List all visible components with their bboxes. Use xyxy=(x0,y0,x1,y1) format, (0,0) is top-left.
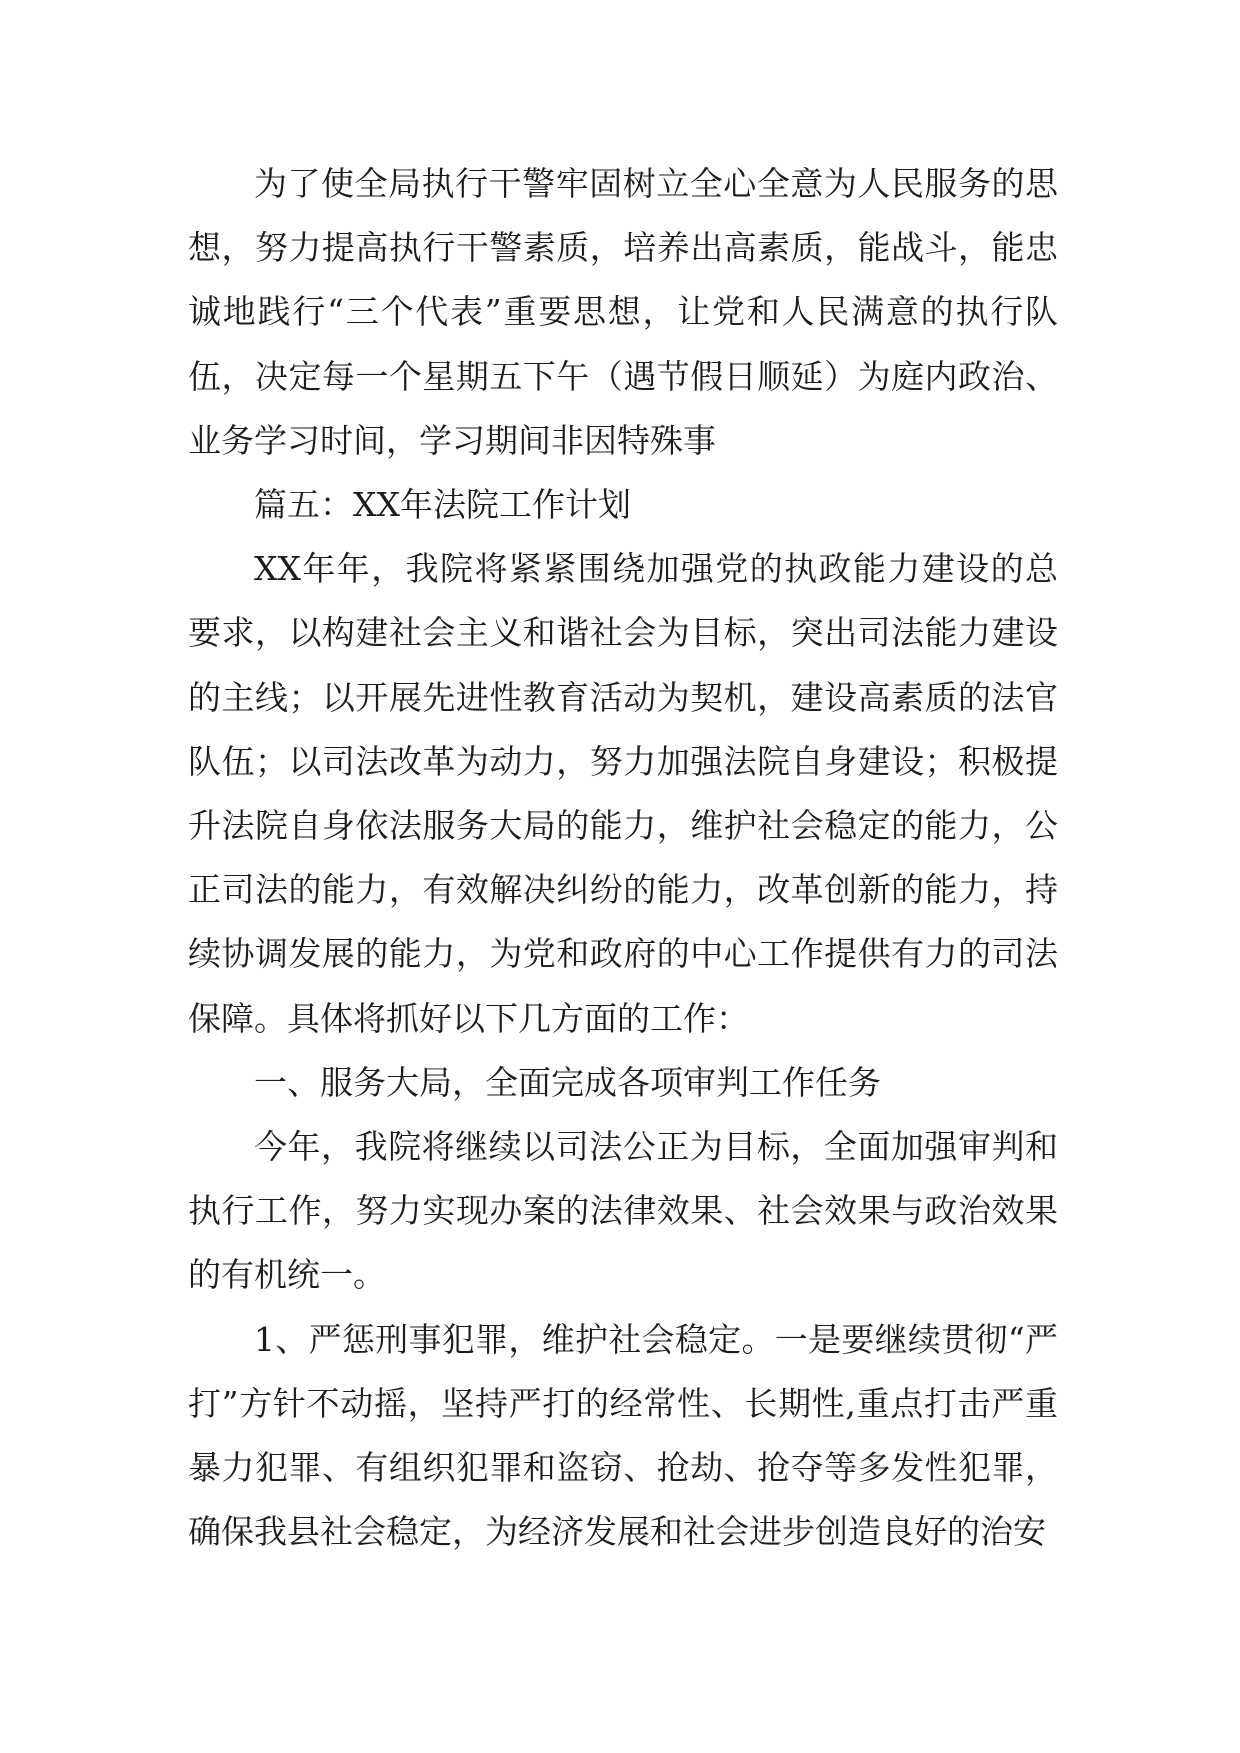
section-heading: 篇五：XX年法院工作计划 xyxy=(254,485,631,525)
subheading-serve-overall: 一、服务大局，全面完成各项审判工作任务 xyxy=(254,1062,881,1102)
document-body xyxy=(188,152,1058,1564)
paragraph-work-plan-intro: XX年年，我院将紧紧围绕加强党的执政能力建设的总要求，以构建社会主义和谐社会为目标，突出司法能力建设的主线；以开展先进性教育活动为契机，建设高素质的法官队伍；以司法改革为动力，努力加强法院自身建设；积极提升法院自身依法服务大局的能力，维护社会稳定的能力，公正司法的能力，有效解决纠纷的能力，改革创新的能力，持续协调发展的能力，为党和政府的中心工作提供有力的司法保障。具体将抓好以下几方面的工作： xyxy=(188,549,1058,1038)
paragraph-criminal-crackdown: 1、严惩刑事犯罪，维护社会稳定。一是要继续贯彻“严打”方针不动摇，坚持严打的经常性、长期性,重点打击严重暴力犯罪、有组织犯罪和盗窃、抢劫、抢夺等多发性犯罪，确保我县社会稳定，为经济发展和社会进步创造良好的治安 xyxy=(188,1319,1058,1552)
paragraph-execution-study: 为了使全局执行干警牢固树立全心全意为人民服务的思想，努力提高执行干警素质，培养出高素质，能战斗，能忠诚地践行“三个代表”重要思想，让党和人民满意的执行队伍，决定每一个星期五下午（遇节假日顺延）为庭内政治、业务学习时间，学习期间非因特殊事 xyxy=(188,164,1058,460)
paragraph-this-year: 今年，我院将继续以司法公正为目标，全面加强审判和执行工作，努力实现办案的法律效果、社会效果与政治效果的有机统一。 xyxy=(188,1127,1058,1295)
